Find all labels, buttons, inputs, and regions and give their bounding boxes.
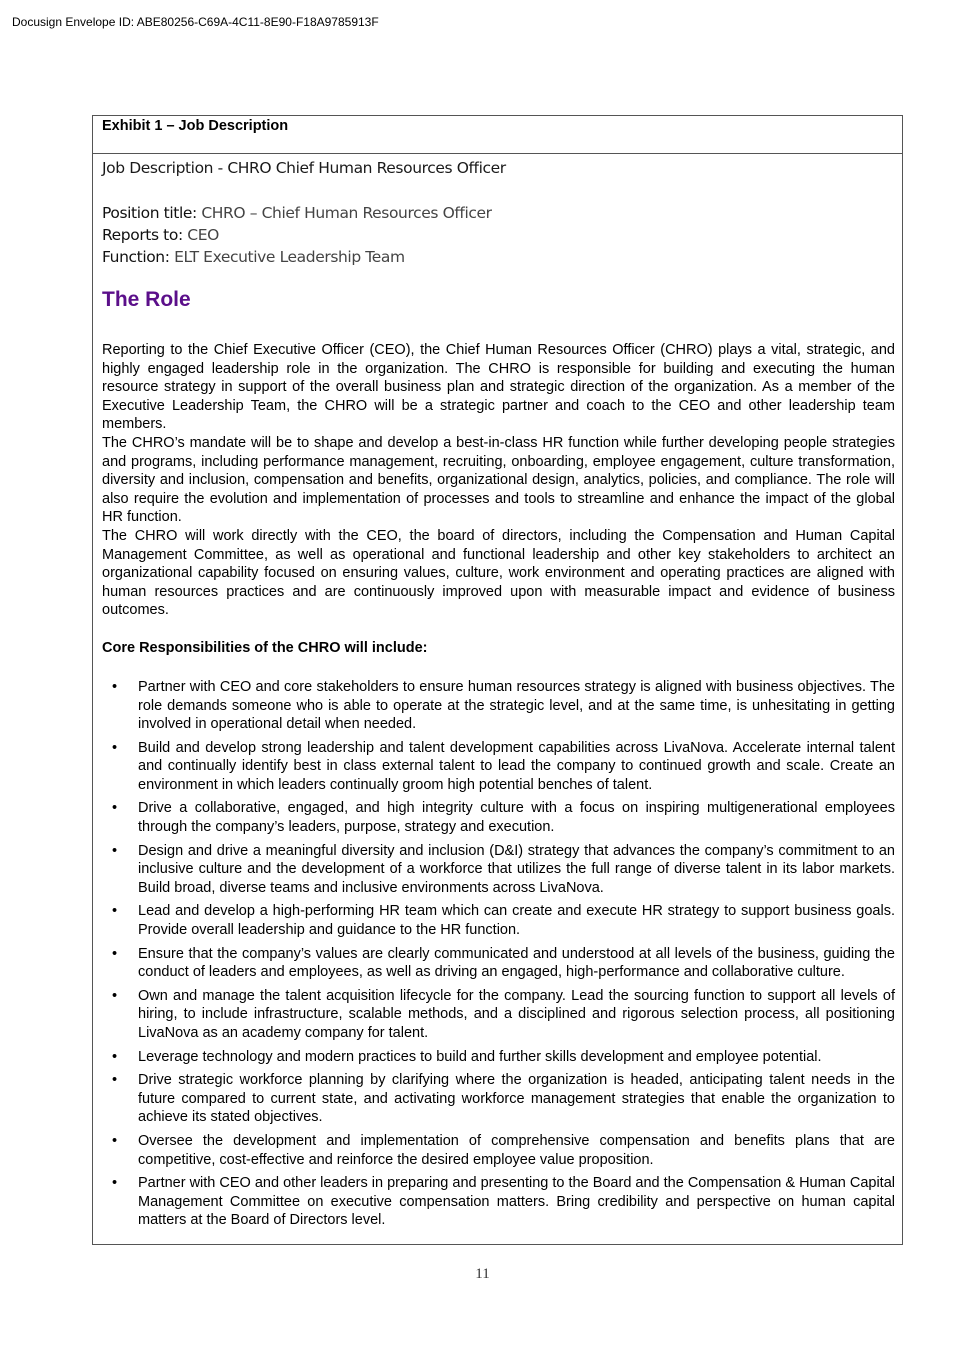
responsibility-text: Drive strategic workforce planning by clarifying where the organization is headed, anticipating talent needs in the future compared to current state, and activating workforce management strategies that enable the organization to achieve its stated objectives. [138,1072,895,1126]
bullet-icon: • [112,945,118,962]
position-title-label: Position title: [102,204,197,222]
bullet-icon: • [112,678,118,695]
reports-to-value: CEO [182,226,219,244]
role-heading: The Role [102,288,191,311]
reports-to-line [102,224,895,246]
function-line [102,246,895,268]
role-paragraph: Reporting to the Chief Executive Officer (CEO), the Chief Human Resources Officer (CHRO) plays a vital, strategic, and highly engaged leadership role in the organization. The CHRO is responsible for building and executing the human resource strategy in support of the overall business plan and strategic direction of the organization. As a member of the Executive Leadership Team, the CHRO will be a strategic partner and coach to the CEO and other leadership team members. [102,342,895,433]
list-item [102,678,895,734]
list-item [102,945,895,982]
bullet-icon: • [112,1048,118,1065]
function-label: Function: [102,248,170,266]
reports-to-label: Reports to: [102,226,183,244]
page-number: 11 [475,1266,490,1282]
list-item [102,987,895,1043]
bullet-icon: • [112,1072,118,1089]
exhibit-table [92,115,903,1245]
responsibility-text: Oversee the development and implementation of comprehensive compensation and benefits plans that are competitive, cost-effective and reinforce the desired employee value proposition. [138,1132,895,1168]
responsibility-text: Partner with CEO and core stakeholders to ensure human resources strategy is aligned with business objectives. The role demands someone who is able to operate at the strategic level, and at the same time, is unhesitating in getting involved in operational detail when needed. [138,678,895,733]
bullet-icon: • [112,903,118,920]
list-item [102,902,895,939]
list-item [102,1132,895,1169]
position-title-value: CHRO – Chief Human Resources Officer [196,204,492,222]
bullet-icon: • [112,1132,118,1149]
responsibility-text: Leverage technology and modern practices to build and further skills development and employee potential. [138,1048,822,1065]
core-responsibilities-heading: Core Responsibilities of the CHRO will include: [102,639,428,656]
responsibility-text: Build and develop strong leadership and talent development capabilities across LivaNova. Accelerate internal talent and continually identify best in class external talent to lead the company to continued growth and scale. Create an environment in which leaders continually groom high potential benches of talent. [138,739,895,793]
list-item [102,1174,895,1230]
responsibilities-list [102,678,895,1230]
role-paragraph: The CHRO will work directly with the CEO, the board of directors, including the Compensation and Human Capital Management Committee, as well as operational and functional leadership and other key stakeholders to architect an organizational capability focused on ensuring values, culture, work environment and operating practices are aligned with human resources practices and are continuously improved upon with measurable impact and evidence of business outcomes. [102,527,895,619]
position-details [102,202,895,268]
bullet-icon: • [112,1175,118,1192]
list-item [102,799,895,836]
function-value: ELT Executive Leadership Team [169,248,405,266]
job-description-title: Job Description - CHRO Chief Human Resources Officer [102,159,506,177]
list-item [102,1071,895,1127]
responsibility-text: Design and drive a meaningful diversity and inclusion (D&I) strategy that advances the company’s commitment to an inclusive culture and the development of a workforce that utilizes the full range of diverse talent in its labor markets. Build broad, diverse teams and inclusive environments across LivaNova. [138,842,895,896]
responsibility-text: Own and manage the talent acquisition lifecycle for the company. Lead the sourcing function to support all levels of hiring, to include infrastructure, scalable methods, and a disciplined and rigorous selection process, all positioning LivaNova as an academy company for talent. [138,987,895,1041]
list-item [102,842,895,898]
responsibility-text: Drive a collaborative, engaged, and high integrity culture with a focus on inspiring multigenerational employees through the company’s leaders, purpose, strategy and execution. [138,800,895,836]
role-paragraph: The CHRO’s mandate will be to shape and develop a best-in-class HR function while further developing people strategies and programs, including performance management, recruiting, onboarding, employee engagement, culture transformation, diversity and inclusion, compensation and benefits, organizational design, analytics, policies, and compliance. The role will also require the evolution and implementation of processes and tools to streamline and enhance the impact of the global HR function. [102,434,895,526]
responsibility-text: Lead and develop a high-performing HR team which can create and execute HR strategy to support business goals. Provide overall leadership and guidance to the HR function. [138,903,895,939]
position-title-line [102,202,895,224]
docusign-envelope-id: Docusign Envelope ID: ABE80256-C69A-4C11-8E90-F18A9785913F [12,15,379,29]
bullet-icon: • [112,739,118,756]
exhibit-body [93,158,902,1230]
responsibility-text: Ensure that the company’s values are clearly communicated and understood at all levels of the business, guiding the conduct of leaders and employees, as well as driving an engaged, high-performance and collaborative culture. [138,945,895,981]
bullet-icon: • [112,800,118,817]
role-description [102,341,895,620]
responsibility-text: Partner with CEO and other leaders in preparing and presenting to the Board and the Compensation & Human Capital Management Committee on executive compensation matters. Bring credibility and perspective on human capital matters at the Board of Directors level. [138,1175,895,1229]
exhibit-title: Exhibit 1 – Job Description [93,116,902,154]
list-item [102,1048,895,1067]
bullet-icon: • [112,842,118,859]
list-item [102,739,895,795]
bullet-icon: • [112,987,118,1004]
